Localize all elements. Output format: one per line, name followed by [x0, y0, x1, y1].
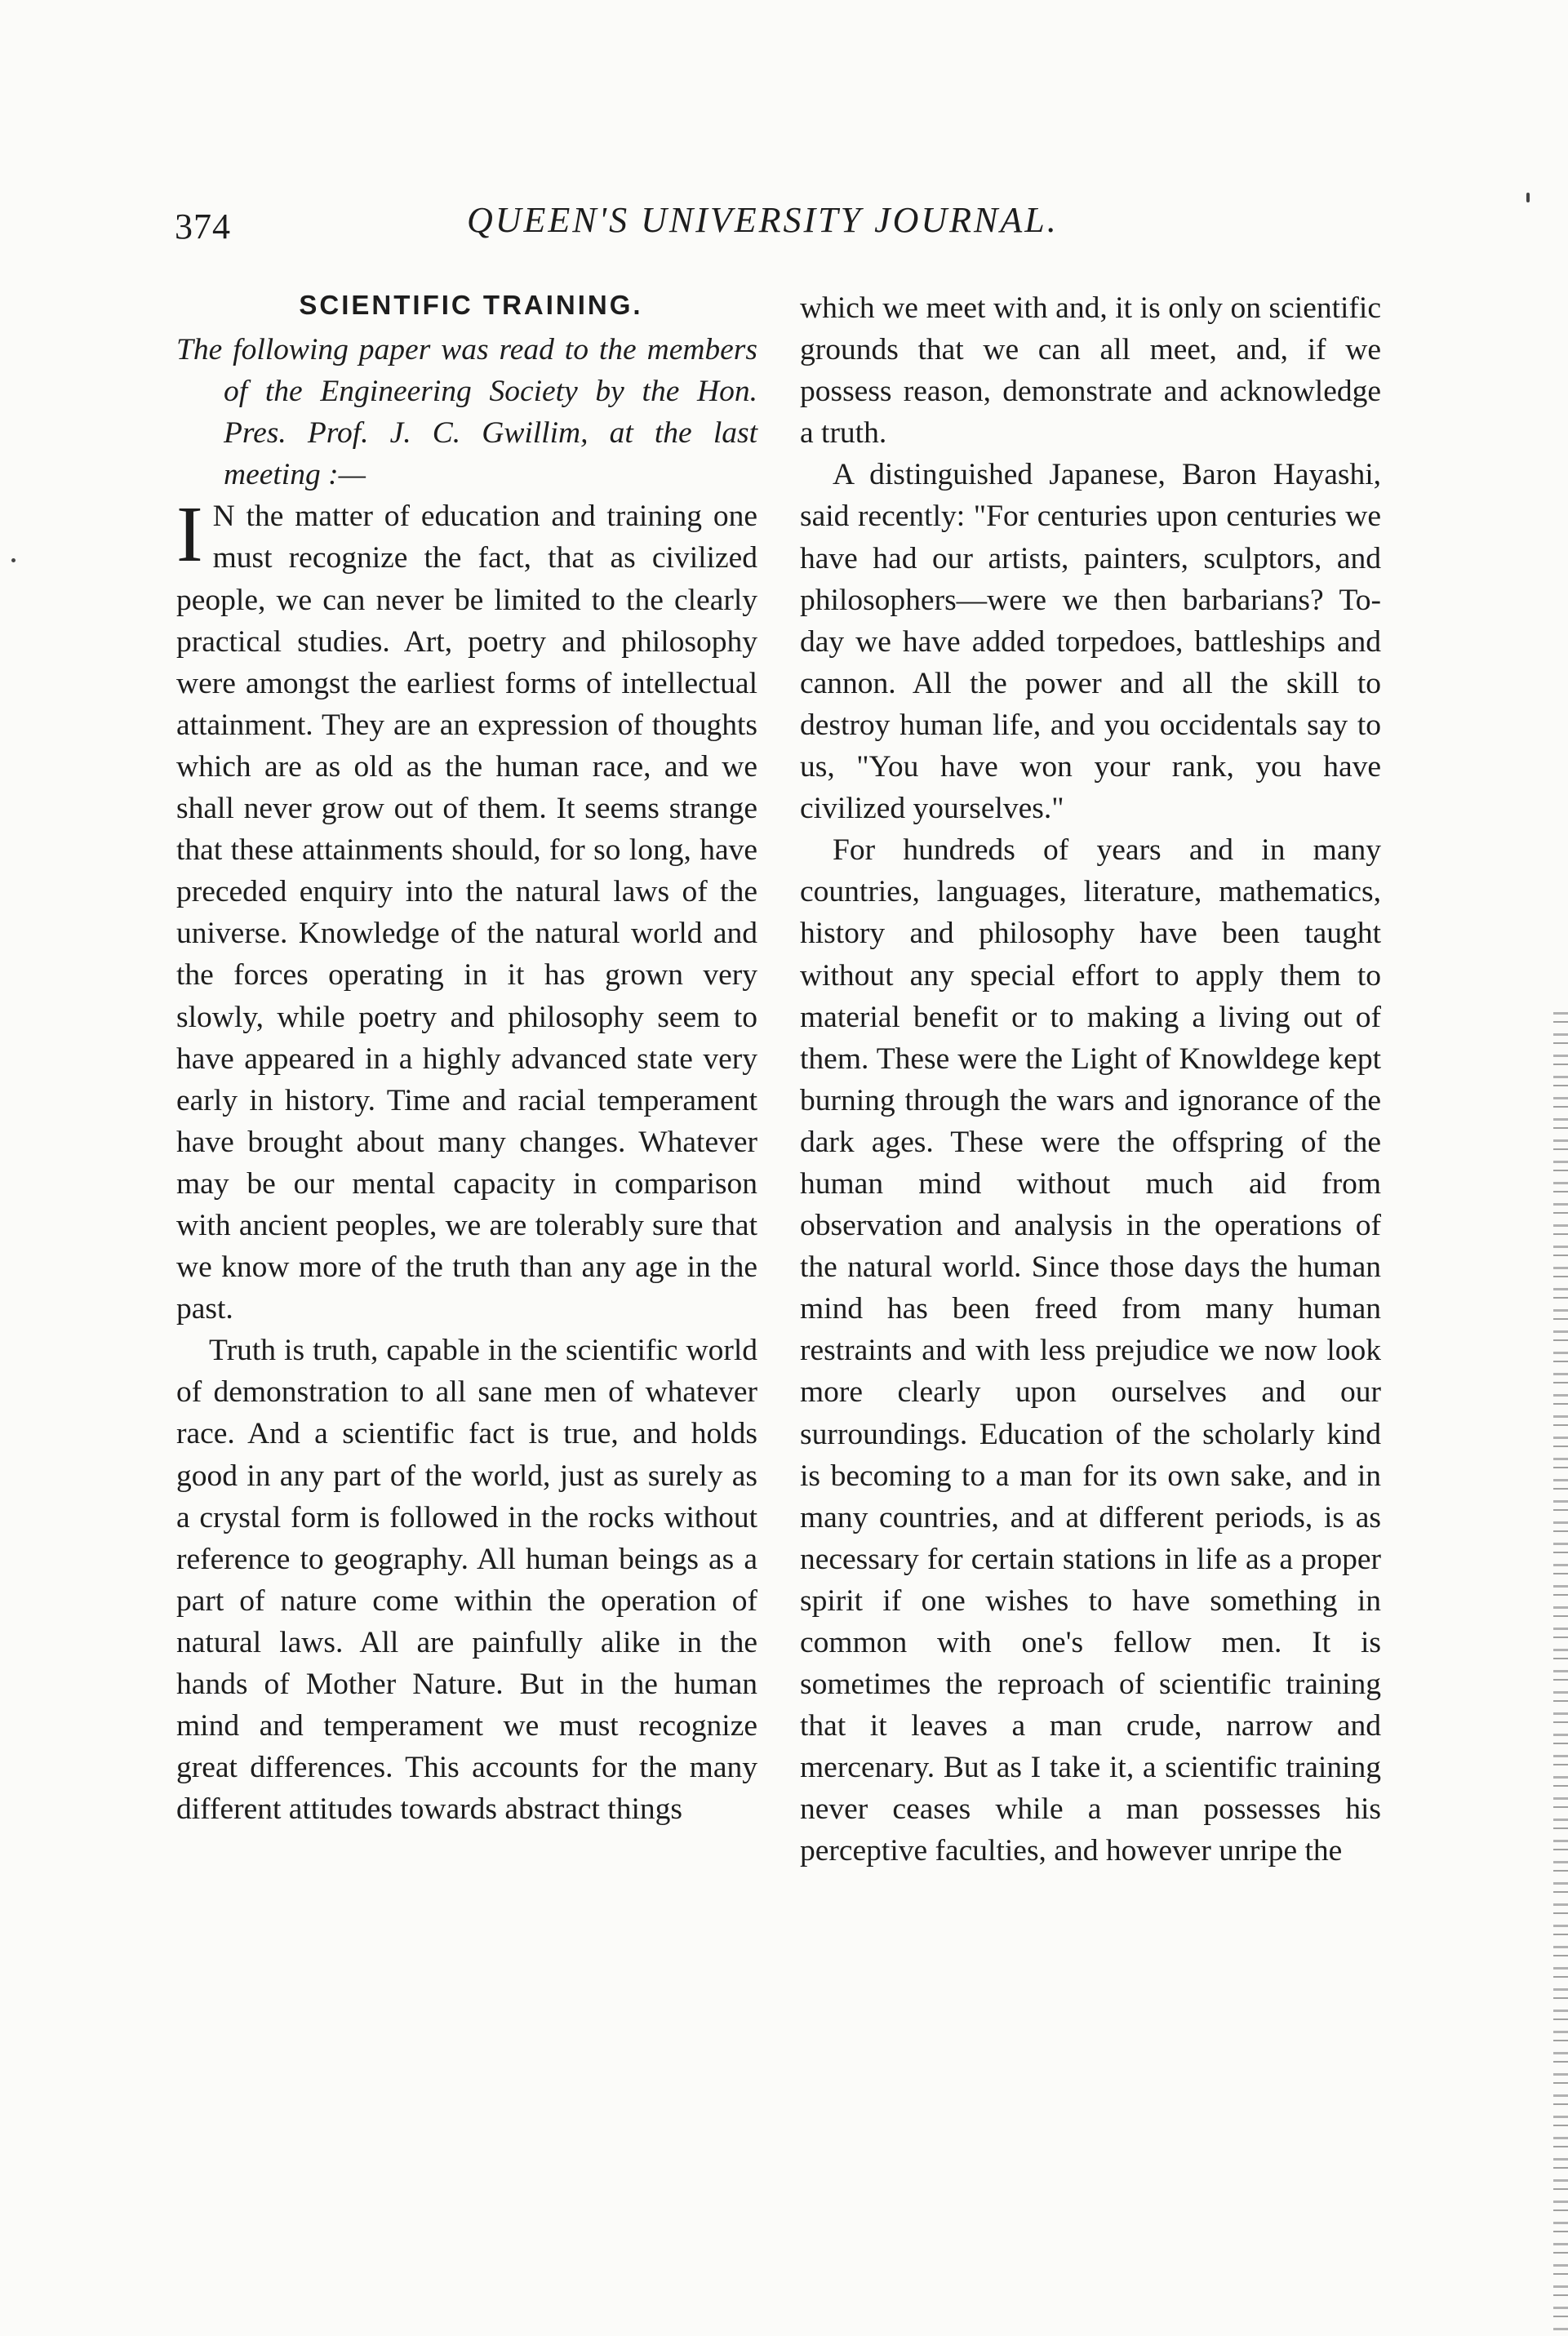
article-intro: The following paper was read to the members of the Engineering Society by the Hon. Pres. Prof. J. C. Gwillim, at the last meeting :—	[176, 333, 757, 492]
paragraph-4: A distinguished Japanese, Baron Hayashi, said recently: "For centuries upon centuries we have had our artists, painters, sculptors, and philosophers—were we then barbarians? To-day we have added torpedoes, battleships and cannon. All the power and all the skill to destroy human life, and you occidentals say to us, "You have won your rank, you have civilized yourselves."	[800, 458, 1381, 826]
article-title: SCIENTIFIC TRAINING.	[299, 290, 643, 320]
paragraph-1-text: N the matter of education and training one must recognize the fact, that as civilized people, we can never be limited to the clearly practical studies. Art, poetry and philosophy were amongst the earliest forms of intellectual attainment. They are an expression of thoughts which are as old as the human race, and we shall never grow out of them. It seems strange that these attainments should, for so long, have preceded enquiry into the natural laws of the universe. Knowledge of the natural world and the forces operating in it has grown very slowly, while poetry and philosophy seem to have appeared in a highly advanced state very early in history. Time and racial temperament have brought about many changes. Whatever may be our mental capacity in comparison with ancient peoples, we are tolerably sure that we know more of the truth than any age in the past.	[176, 500, 757, 1326]
right-column	[800, 287, 1381, 1872]
running-head: QUEEN'S UNIVERSITY JOURNAL.	[467, 200, 1059, 240]
page-number: 374	[175, 207, 231, 246]
paragraph-2: Truth is truth, capable in the scientific world of demonstration to all sane men of whatever race. And a scientific fact is true, and holds good in any part of the world, just as surely as a crystal form is followed in the rocks without reference to geography. All human beings as a part of nature come within the operation of natural laws. All are painfully alike in the hands of Mother Nature. But in the human mind and temperament we must recognize great differences. This accounts for the many different attitudes towards abstract things	[176, 1334, 757, 1827]
paragraph-3: which we meet with and, it is only on scientific grounds that we can all meet, and, if we possess reason, demonstrate and acknowledge a truth.	[800, 291, 1381, 451]
paragraph-1	[176, 491, 757, 1330]
scan-speck	[11, 558, 16, 562]
paragraph-5: For hundreds of years and in many countries, languages, literature, mathematics, history and philosophy have been taught without any special effort to apply them to material benefit or to making a living out of them. These were the Light of Knowldege kept burning through the wars and ignorance of the dark ages. These were the offspring of the human mind without much aid from observation and analysis in the operations of the natural world. Since those days the human mind has been freed from many human restraints and with less prejudice we now look more clearly upon ourselves and our surroundings. Education of the scholarly kind is becoming to a man for its own sake, and in many countries, and at different periods, is as necessary for certain stations in life as a proper spirit if one wishes to have something in common with one's fellow men. It is sometimes the reproach of scientific training that it leaves a man crude, narrow and mercenary. But as I take it, a scientific training never ceases while a man possesses his perceptive faculties, and however unripe the	[800, 833, 1381, 1868]
drop-cap: I	[176, 491, 203, 580]
scan-speck	[1526, 193, 1530, 202]
scan-edge-noise	[1553, 1012, 1568, 2334]
left-column	[176, 287, 757, 1830]
